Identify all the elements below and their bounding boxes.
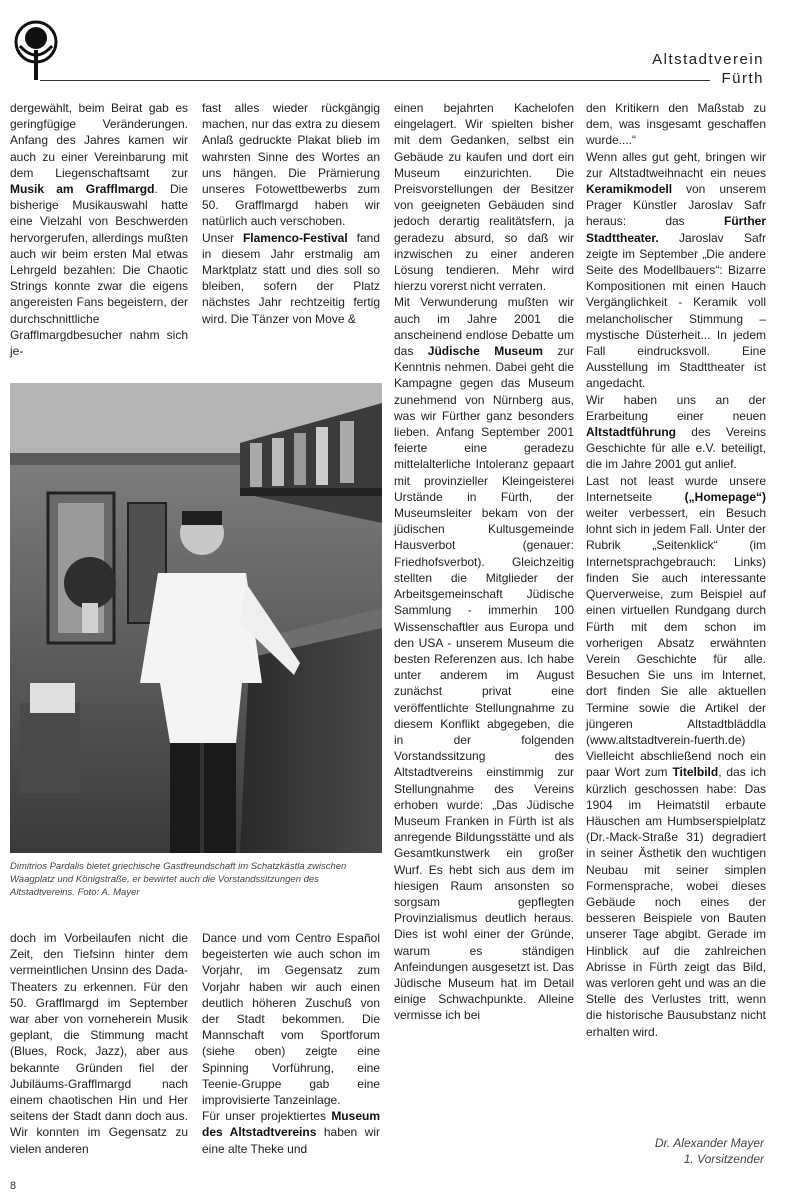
header-title — [652, 50, 764, 88]
column-1-top — [10, 100, 188, 359]
text: Jaroslav Safr zeigte im September „Die andere Seite des Modellbauers“: Bizarre Kompositionen mit einen Hauch Vergänglichkeit - Keramik voll melancholischer Stimmung – mystische Düsterheit... In jedem Fall eindrucksvoll. Eine Ausstellung im Stadttheater ist angedacht. — [586, 230, 766, 391]
column-2-bottom — [202, 930, 380, 1157]
column-4 — [586, 100, 766, 1040]
paragraph: einen bejahrten Kachelofen eingelagert. Wir spielten bisher mit dem Gedanken, selbst ein Gebäude zu kaufen und dort ein Museum einzurichten. Die Preisvorstellungen der Besitzer von geeigneten Gebäuden sind jedoch derartig realitätsfern, ja geradezu absurd, so daß wir inzwischen zu einer anderen Lösung tendieren. Mehr wird hierzu vorerst nicht verraten. — [394, 101, 574, 294]
paragraph — [394, 294, 574, 1023]
paragraph: fast alles wieder rückgängig machen, nur das extra zu diesem Anlaß gedruckte Plakat blieb im wahrsten Sinne des Wortes an uns hängen. Die Prämierung unseres Fotowettbewerbs zum 50. Grafflmargd haben wir natürlich auch verschoben. — [202, 101, 380, 229]
text: . Die bisherige Musikauswahl hatte eine Vielzahl von Beschwerden hervorgerufen, allerdings mußten auch wir beim ersten Mal etwas Lehrgeld bezahlen: Die Chaotic Strings konnte zwar die eigens angereisten Fans begeistern, der durchschnittliche Grafflmargdbesucher nahm sich je- — [10, 182, 188, 359]
text: Für unser projektiertes — [202, 1109, 332, 1124]
text: weiter verbessert, ein Besuch lohnt sich in jedem Fall. Unter der Rubrik „Seitenklick“ (im Internetsprachgebrauch: Links) finden Sie auch interessante Querverweise, zum Beispiel auf einen virtuellen Rundgang durch Fürth mit dem schon im vorherigen Absatz erwähnten Verein Geschichte für alle. Besuchen Sie uns im Internet, dort finden Sie alle aktuellen Termine sowie die Artikel der jüngeren Altstadtbläddla (www.altstadtverein-fuerth.de) — [586, 506, 766, 747]
signature-role: 1. Vorsitzender — [683, 1152, 764, 1166]
paragraph — [202, 1108, 380, 1157]
paragraph — [10, 100, 188, 359]
bold-term: Fürther Stadttheater. — [586, 214, 766, 245]
text: Wir haben uns an der Erarbeitung einer neuen — [586, 392, 766, 423]
header-rule — [40, 80, 710, 81]
text: des Vereins Geschichte für alle e.V. beteiligt, die im Jahre 2001 gut anlief. — [586, 425, 766, 472]
text: haben wir eine alte Theke und — [202, 1125, 380, 1156]
text: Last not least wurde unsere Internetseite — [586, 473, 766, 504]
text: Wenn alles gut geht, bringen wir zur Altstadtweihnacht ein neues — [586, 149, 766, 180]
paragraph — [586, 149, 766, 392]
paragraph: doch im Vorbeilaufen nicht die Zeit, den Tiefsinn hinter dem vermeintlichen Unsinn des Dada-Theaters zu erkennen. Für den 50. Grafflmargd im September war aber von vorneherein Musik geplant, die Stimmung macht (Blues, Rock, Jazz), aber aus bekannte Gründen fiel der Jubiläums-Grafflmargd nach einem chaotischen Hin und Her seitens der Stadt dann doch aus. Wir konnten im Gegensatz zu vielen anderen — [10, 931, 188, 1156]
paragraph — [586, 473, 766, 748]
paragraph: den Kritikern den Maßstab zu dem, was insgesamt geschaffen wurde....“ — [586, 101, 766, 148]
bold-term: Museum des Altstadtvereins — [202, 1109, 380, 1140]
column-2-top — [202, 100, 380, 327]
text: Mit Verwunderung mußten wir auch im Jahre 2001 die anscheinend endlose Debatte um das — [394, 295, 574, 359]
altstadtverein-logo-icon — [10, 20, 62, 82]
header-title-line2: Fürth — [721, 70, 764, 87]
text: dergewählt, beim Beirat gab es geringfügige Veränderungen. Anfang des Jahres kamen wir auch zu einer Vereinbarung mit dem Liegenschaftsamt zur — [10, 101, 188, 180]
page-number: 8 — [10, 1180, 17, 1192]
text: zur Kenntnis nehmen. Dabei geht die Kampagne gegen das Museum zunehmend von Nürnberg aus, was wir Fürther ganz besonders lieben. Anfang September 2001 feierte eine geradezu mittelalterliche Intoleranz gepaart mit provinzieller Kleingeisterei Urstände in Fürth, der Museumsleiter bekam von der jüdischen Kultusgemeinde Hausverbot (genauer: Friedhofsverbot). Gleichzeitig stellten die Mitglieder der Arbeitsgemeinschaft Jüdische Sammlung - immerhin 100 Wissenschaftler aus Europa und den USA - unserem Museum die besten Referenzen aus. Ich habe unter anderem im August zunächst privat eine veröffentlichte Stellungnahme zu diesem Konflikt abgegeben, die in der folgenden Vorstandssitzung des Altstadtvereins einstimmig zur Stellungnahme des Vereins erhoben wurde: „Das Jüdische Museum Franken in Fürth ist als anregende Bildungsstätte und als Gesamtkunstwerk ein großer Wurf. Es hebt sich aus dem im hiesigen Raum ansonsten so sorgsam gepflegten Provinzialismus deutlich heraus. Dies ist wohl einer der Gründe, warum es ständigen Anfeindungen ausgesetzt ist. Das Jüdische Museum hat im Detail einige Schwachpunkte. Alleine vermisse ich bei — [394, 344, 574, 1023]
bold-term: Jüdische Museum — [427, 344, 543, 359]
text: fand in diesem Jahr erstmalig am Marktplatz statt und dies soll so bleiben, sofern der Platz nächstes Jahr rechtzeitig fertig wird. Die Tänzer von Move & — [202, 230, 380, 326]
bold-term: Musik am Grafflmargd — [10, 182, 155, 197]
signature-name: Dr. Alexander Mayer — [654, 1136, 764, 1150]
paragraph — [586, 748, 766, 1040]
bold-term: Keramikmodell — [586, 182, 673, 197]
header-title-line1: Altstadtverein — [652, 51, 764, 68]
bold-term: Flamenco-Festival — [242, 230, 348, 245]
bold-term: Titelbild — [672, 765, 719, 780]
photo-bar-interior — [10, 383, 382, 853]
paragraph — [586, 392, 766, 473]
text: Vielleicht abschließend noch ein paar Wort zum — [586, 749, 766, 780]
paragraph: Dance und vom Centro Español begeisterten wie auch schon im Vorjahr, im Gegensatz zum Vorjahr haben wir auch einen deutlich höheren Zuschuß von der Stadt bekommen. Die Mannschaft vom Sportforum (siehe oben) zeigte eine Spinning Vorführung, eine Teenie-Gruppe gab eine improvisierte Tanzeinlage. — [202, 931, 380, 1108]
paragraph — [202, 230, 380, 327]
bold-term: („Homepage“) — [684, 489, 766, 504]
text: , das ich kürzlich geschossen habe: Das 1904 im Heimatstil erbaute Häuschen am Humbserspielplatz (Dr.-Mack-Straße 31) degradiert in seiner Ästhetik den wuchtigen Neubau mit seiner simplen Formensprache, wobei dieses Gebäude noch eines der besseren Beispiele von Bauten unserer Tage abgibt. Gerade im Hinblick auf die zahlreichen Abrisse in Fürth zeigt das Bild, was verloren geht und was an die Stelle des Verlustes tritt, wenn die historische Bausubstanz nicht erhalten wird. — [586, 765, 766, 1039]
column-1-bottom — [10, 930, 188, 1157]
text: Unser — [202, 230, 243, 245]
text: von unserem Prager Künstler Jaroslav Safr heraus: das — [586, 182, 766, 229]
photo-caption: Dimitrios Pardalis bietet griechische Gastfreundschaft im Schatzkästla zwischen Waagplatz und Königstraße, er bewirtet auch die Vorstandssitzungen des Altstadtvereins. Foto: A. Mayer — [10, 861, 347, 898]
signature — [655, 1135, 764, 1167]
column-3 — [394, 100, 574, 1024]
bold-term: Altstadtführung — [586, 425, 676, 440]
